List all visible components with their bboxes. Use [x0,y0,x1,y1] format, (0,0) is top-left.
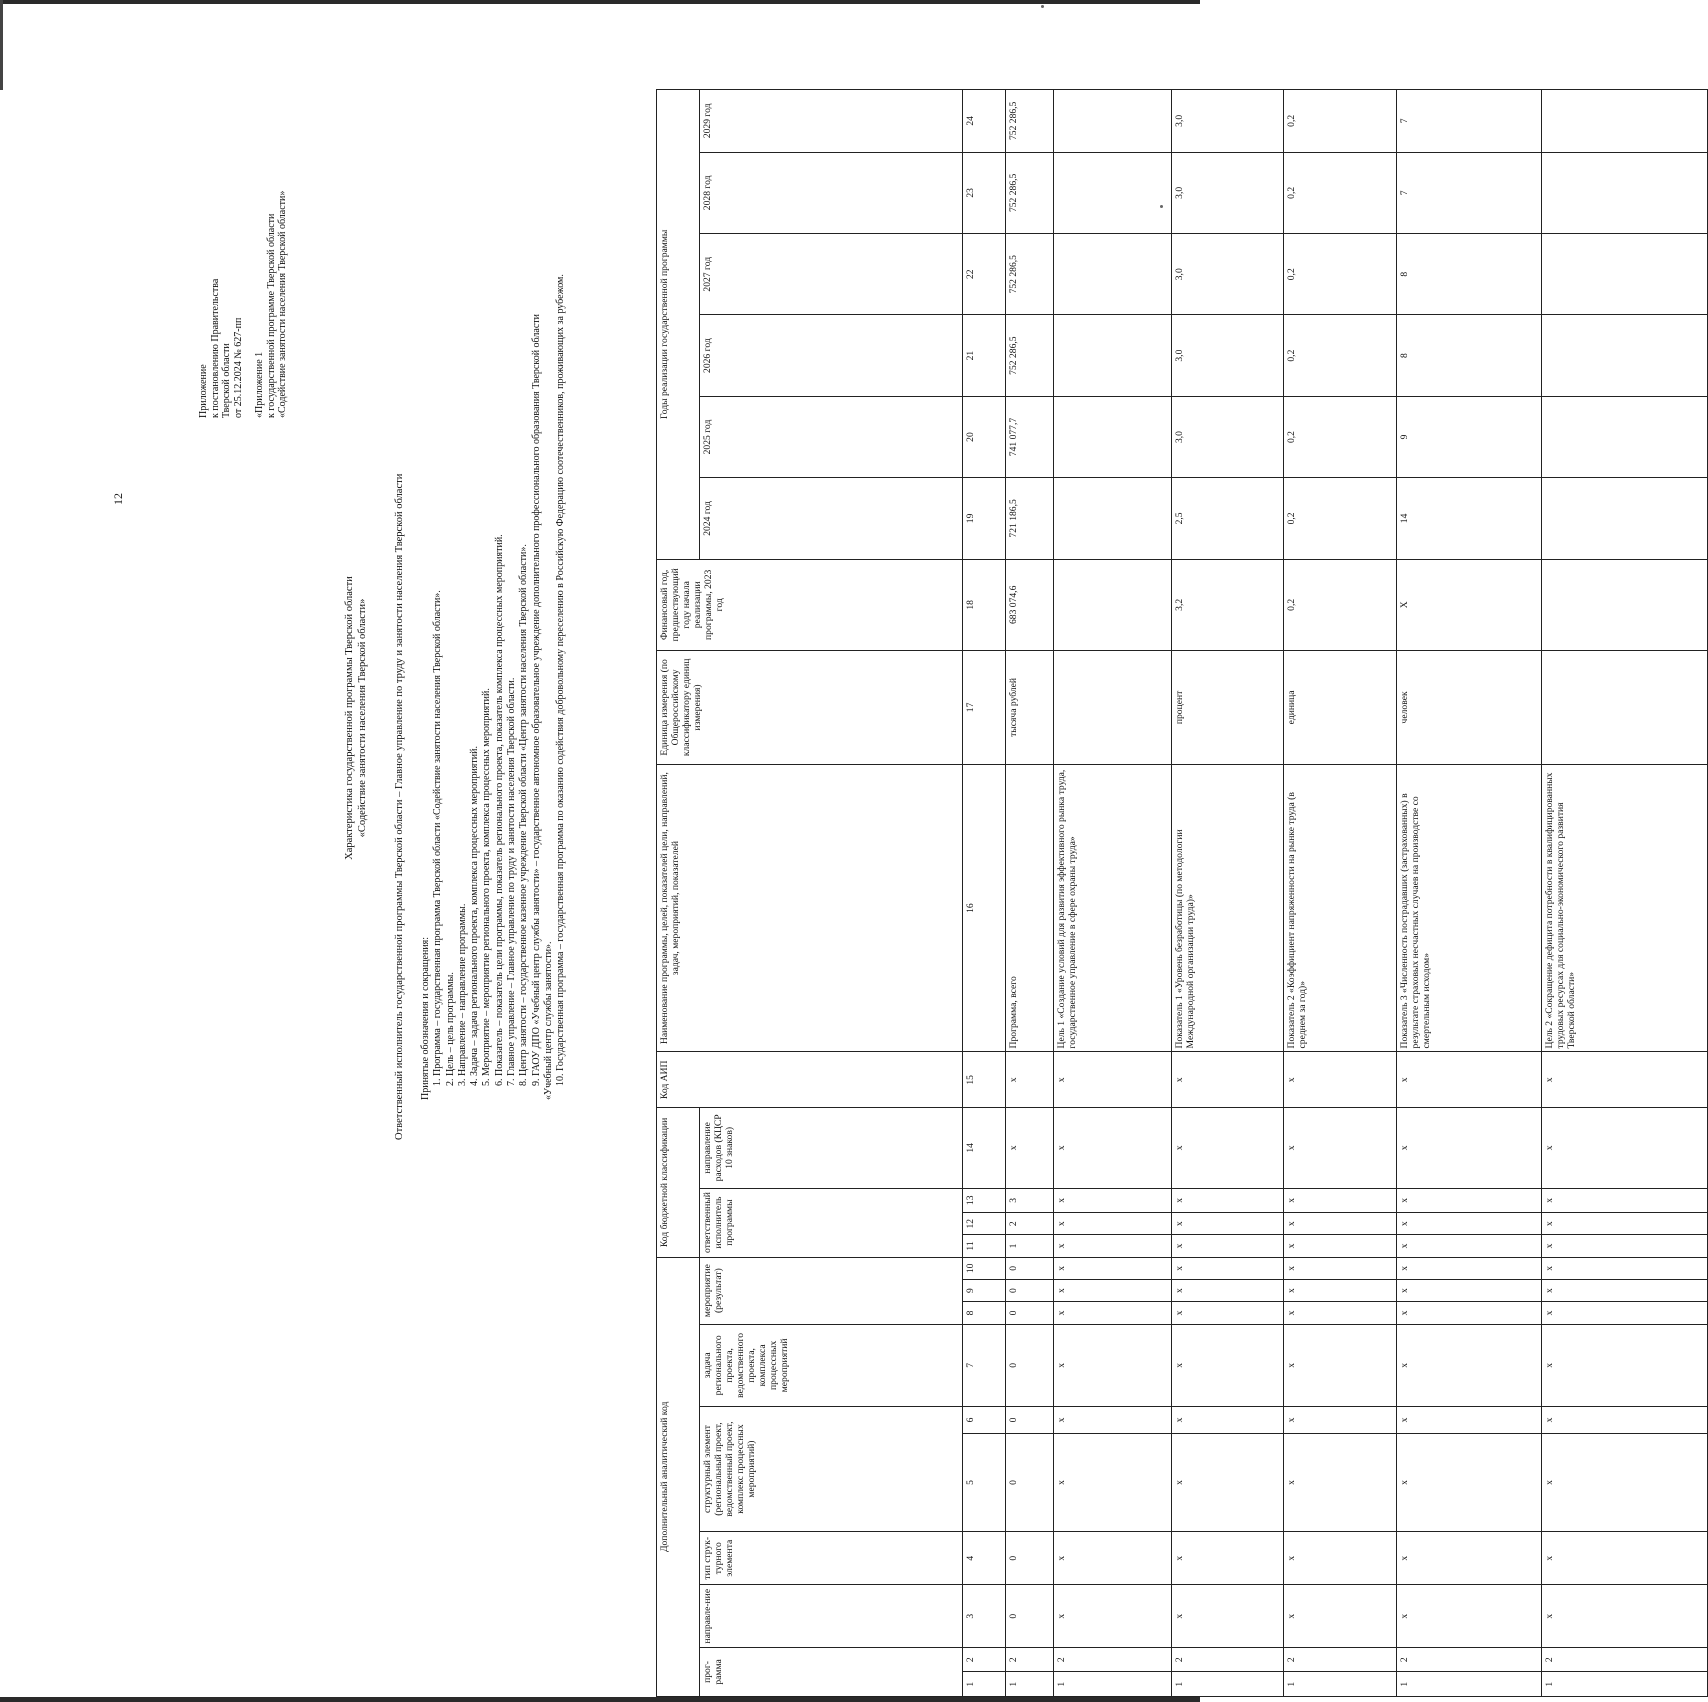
abbrev-item: «Учебный центр службы занятости». [542,941,554,1100]
table-cell: 0,2 [1284,478,1397,559]
table-cell: х [1171,1433,1284,1531]
responsible-executor: Ответственный исполнитель государственной программы Тверской области – Главное управление по труду и занятости населения Тверской области [394,473,405,1140]
abbrev-item: 1. Программа – государственная программа Тверской области «Содействие занятости населения Тверской области». [432,590,444,1086]
approval-line: «Приложение 1 [254,351,265,418]
colnum-cell: 21 [962,315,1005,396]
table-cell: х [1396,1433,1541,1531]
table-cell: 0,2 [1284,234,1397,315]
table-cell: 0 [1005,1280,1053,1302]
colnum-cell: 24 [962,90,1005,153]
table-cell: 0,2 [1284,152,1397,233]
scan-dust [1041,5,1044,8]
header-year-2029: 2029 год [699,90,962,153]
table-cell: х [1541,1213,1707,1235]
table-cell [1053,396,1171,477]
table-cell: х [1396,1407,1541,1434]
table-cell: х [1005,1052,1053,1108]
row-name-cell: Показатель 3 «Численность пострадавших (застрахованных) в результате страховых несчастных случаев на производстве со смертельным исходом» [1396,764,1541,1052]
table-cell: 0 [1005,1531,1053,1585]
row-name-cell: Цель 1 «Создание условий для развития эффективного рынка труда, государственное управление в сфере охраны труда» [1053,764,1171,1052]
table-cell: 3,2 [1171,559,1284,650]
approval-block [198,158,289,418]
table-cell: х [1541,1188,1707,1213]
table-cell: х [1541,1052,1707,1108]
table-cell: 1 [1053,1672,1171,1697]
colnum-cell: 4 [962,1531,1005,1585]
page-number: 12 [111,493,125,505]
table-cell: 14 [1396,478,1541,559]
table-cell: х [1396,1052,1541,1108]
table-cell [1053,651,1171,765]
colnum-cell: 10 [962,1257,1005,1279]
row-name-cell: Цель 2 «Сокращение дефицита потребности в квалифицированных трудовых ресурсах для социально-экономического развития Тверской области» [1541,764,1707,1052]
table-cell: х [1284,1257,1397,1279]
program-characteristics-table-wrapper [656,89,1708,1697]
table-cell: х [1053,1235,1171,1257]
abbrev-item: 7. Главное управление – Главное управление по труду и занятости населения Тверской области. [506,677,518,1086]
table-row [1053,90,1171,1697]
table-cell: 3,0 [1171,234,1284,315]
table-cell: 3,0 [1171,90,1284,153]
table-cell [1541,559,1707,650]
approval-line: от 25.12.2024 № 627-пп [232,317,244,418]
table-cell: х [1396,1108,1541,1188]
header-tip: тип струк-турного элемента [699,1531,962,1585]
table-cell: х [1053,1052,1171,1108]
table-cell: х [1396,1302,1541,1324]
header-year-2025: 2025 год [699,396,962,477]
table-row [1005,90,1053,1697]
table-cell: х [1284,1302,1397,1324]
table-cell: х [1053,1108,1171,1188]
table-cell: 7 [1396,90,1541,153]
table-row [1541,90,1707,1697]
table-cell: х [1541,1531,1707,1585]
table-cell: х [1284,1052,1397,1108]
header-year-2026: 2026 год [699,315,962,396]
table-cell: х [1053,1585,1171,1647]
abbrev-heading: Принятые обозначения и сокращения: [420,936,431,1100]
table-cell: х [1284,1108,1397,1188]
header-prog: прог-рамма [699,1647,962,1696]
table-cell: 2 [1541,1647,1707,1672]
abbrev-item: 8. Центр занятости – государственное казенное учреждение Тверской области «Центр занятости населения Тверской области». [518,544,530,1086]
table-cell: 752 286,5 [1005,234,1053,315]
table-row [1396,90,1541,1697]
header-mer: мероприятие (результат) [699,1257,962,1324]
table-cell: х [1171,1213,1284,1235]
table-cell: х [1171,1108,1284,1188]
table-cell: 7 [1396,152,1541,233]
approval-line: к государственной программе Тверской области [265,213,277,418]
colnum-cell: 15 [962,1052,1005,1108]
abbrev-item: 9. ГАОУ ДПО «Учебный центр службы занятости» – государственное автономное образовательное учреждение дополнительного профессионального образования Тверской области [530,314,542,1086]
table-cell: х [1053,1324,1171,1407]
table-cell: х [1005,1108,1053,1188]
table-cell: 741 077,7 [1005,396,1053,477]
row-name-cell: Показатель 2 «Коэффициент напряженности на рынке труда (в среднем за год)» [1284,764,1397,1052]
table-cell: 0,2 [1284,90,1397,153]
table-cell: х [1541,1585,1707,1647]
program-characteristics-table [656,89,1708,1697]
colnum-cell: 19 [962,478,1005,559]
table-cell: х [1541,1235,1707,1257]
table-cell: х [1284,1585,1397,1647]
abbrev-item: 4. Задача – задача регионального проекта, комплекса процессных мероприятий. [469,746,481,1086]
table-cell: 1 [1005,1235,1053,1257]
colnum-cell: 11 [962,1235,1005,1257]
table-cell: 1 [1284,1672,1397,1697]
scan-top-edge [0,0,1200,4]
table-cell: х [1396,1280,1541,1302]
header-fin-year: Финансовый год, предшествующий году начала реализации программы, 2023 год [657,559,963,650]
table-cell: х [1396,1257,1541,1279]
colnum-cell: 12 [962,1213,1005,1235]
table-cell: 2 [1005,1213,1053,1235]
header-name: Наименование программы, целей, показателей цели, направлений, задач, мероприятий, показателей [657,764,963,1052]
table-cell: 8 [1396,315,1541,396]
table-cell: х [1396,1188,1541,1213]
colnum-cell: 8 [962,1302,1005,1324]
colnum-cell: 6 [962,1407,1005,1434]
table-cell [1053,315,1171,396]
table-cell: х [1171,1280,1284,1302]
table-cell: х [1541,1280,1707,1302]
header-year-2027: 2027 год [699,234,962,315]
table-cell: х [1541,1302,1707,1324]
table-cell: х [1396,1213,1541,1235]
header-years: Годы реализации государственной программы [657,90,700,560]
table-cell: х [1396,1531,1541,1585]
table-cell: 0 [1005,1324,1053,1407]
approval-line: «Содействие занятости населения Тверской области» [277,190,288,418]
colnum-cell: 20 [962,396,1005,477]
table-cell: х [1053,1213,1171,1235]
table-cell: х [1541,1257,1707,1279]
table-cell: 0,2 [1284,559,1397,650]
table-cell: 1 [1541,1672,1707,1697]
colnum-cell: 18 [962,559,1005,650]
table-cell: тысяча рублей [1005,651,1053,765]
table-cell: х [1053,1280,1171,1302]
table-cell [1541,478,1707,559]
header-year-2024: 2024 год [699,478,962,559]
colnum-cell: 16 [962,764,1005,1052]
table-cell [1541,396,1707,477]
approval-line: Тверской области [221,343,232,418]
table-cell: 1 [1396,1672,1541,1697]
table-cell: х [1171,1302,1284,1324]
table-cell: 0 [1005,1302,1053,1324]
table-cell: х [1053,1302,1171,1324]
table-cell: 0,2 [1284,396,1397,477]
table-cell: 0 [1005,1257,1053,1279]
table-cell: 2 [1396,1647,1541,1672]
table-cell: х [1053,1188,1171,1213]
table-cell: х [1284,1433,1397,1531]
table-cell: 3 [1005,1188,1053,1213]
table-cell: 721 186,5 [1005,478,1053,559]
abbrev-item: 2. Цель – цель программы. [444,972,456,1086]
table-cell: х [1171,1585,1284,1647]
abbrev-item: 5. Мероприятие – мероприятие регионального проекта, комплекса процессных мероприятий. [481,688,493,1086]
table-cell: 0 [1005,1407,1053,1434]
table-cell: х [1396,1324,1541,1407]
table-cell: 2 [1284,1647,1397,1672]
colnum-cell: 22 [962,234,1005,315]
scan-bottom-edge [0,1697,1200,1702]
colnum-cell: 7 [962,1324,1005,1407]
table-cell: 2 [1171,1647,1284,1672]
header-year-2028: 2028 год [699,152,962,233]
table-cell: процент [1171,651,1284,765]
row-name-cell: Программа, всего [1005,764,1053,1052]
colnum-cell: 3 [962,1585,1005,1647]
scan-left-mark [0,0,3,90]
colnum-cell: 2 [962,1647,1005,1672]
colnum-cell: 5 [962,1433,1005,1531]
table-cell: 3,0 [1171,315,1284,396]
header-dop-code: Дополнительный аналитический код [657,1257,700,1696]
table-cell: х [1396,1585,1541,1647]
table-cell: х [1284,1531,1397,1585]
table-cell: 3,0 [1171,152,1284,233]
table-cell: х [1284,1235,1397,1257]
colnum-cell: 14 [962,1108,1005,1188]
title-line: «Содействие занятости населения Тверской области» [356,598,368,838]
table-cell: 752 286,5 [1005,315,1053,396]
table-cell: 1 [1005,1672,1053,1697]
colnum-cell: 1 [962,1672,1005,1697]
table-cell: х [1053,1257,1171,1279]
table-cell: 9 [1396,396,1541,477]
colnum-cell: 17 [962,651,1005,765]
table-cell: х [1284,1213,1397,1235]
title-line: Характеристика государственной программы Тверской области [344,576,355,860]
table-cell: 0 [1005,1585,1053,1647]
header-zad: задача регионального проекта, ведомственного проекта, комплекса процессных мероприятий [699,1324,962,1407]
header-napr: направле-ние [699,1585,962,1647]
abbrev-item: 3. Направление – направление программы. [456,903,468,1086]
table-cell [1541,90,1707,153]
table-cell [1541,234,1707,315]
table-cell: х [1171,1531,1284,1585]
table-cell: человек [1396,651,1541,765]
table-cell: х [1541,1324,1707,1407]
table-cell: 683 074,6 [1005,559,1053,650]
table-cell: х [1541,1433,1707,1531]
table-cell: 8 [1396,234,1541,315]
column-number-row [962,90,1005,1697]
abbrev-item: 6. Показатель – показатель цели программы, показатель регионального проекта, показатель комплекса процессных мероприятий. [493,534,505,1086]
table-cell: х [1171,1324,1284,1407]
colnum-cell: 13 [962,1188,1005,1213]
table-cell: 1 [1171,1672,1284,1697]
table-cell: х [1284,1188,1397,1213]
header-aip: Код АИП [657,1052,963,1108]
header-kbk: Код бюджетной классификации [657,1108,700,1257]
table-cell: х [1284,1407,1397,1434]
header-struct: структурный элемент (региональный проект, ведомственный проект, комплекс процессных мероприятий) [699,1407,962,1532]
table-cell [1053,234,1171,315]
table-row [1284,90,1397,1697]
table-cell: Х [1396,559,1541,650]
table-cell [1053,559,1171,650]
header-otv: ответственный исполнитель программы [699,1188,962,1257]
table-cell: 2 [1053,1647,1171,1672]
table-cell: х [1284,1280,1397,1302]
table-cell: х [1171,1257,1284,1279]
table-cell: х [1053,1531,1171,1585]
header-rash: направление расходов (КЦСР 10 знаков) [699,1108,962,1188]
table-cell: х [1541,1108,1707,1188]
table-cell [1541,315,1707,396]
approval-line: Приложение [198,364,209,418]
table-cell: 752 286,5 [1005,90,1053,153]
document-title [344,508,369,928]
table-cell [1053,478,1171,559]
colnum-cell: 23 [962,152,1005,233]
table-cell: 752 286,5 [1005,152,1053,233]
table-cell [1541,152,1707,233]
table-cell: х [1284,1324,1397,1407]
table-cell: х [1171,1235,1284,1257]
table-cell: 2 [1005,1647,1053,1672]
table-cell: 2,5 [1171,478,1284,559]
table-cell: 0,2 [1284,315,1397,396]
approval-line: к постановлению Правительства [209,278,221,418]
row-name-cell: Показатель 1 «Уровень безработицы (по методологии Международной организации труда)» [1171,764,1284,1052]
table-cell [1053,90,1171,153]
table-cell: х [1171,1052,1284,1108]
table-cell: х [1053,1407,1171,1434]
abbreviations-list [420,274,568,1100]
table-cell: х [1171,1407,1284,1434]
table-cell: х [1396,1235,1541,1257]
table-cell: х [1053,1433,1171,1531]
table-cell: 0 [1005,1433,1053,1531]
abbrev-item: 10. Государственная программа – государственная программа по оказанию содействия добровольному переселению в Российскую Федерацию соотечественников, проживающих за рубежом. [555,274,567,1086]
colnum-cell: 9 [962,1280,1005,1302]
table-cell: х [1171,1188,1284,1213]
table-cell [1053,152,1171,233]
table-cell [1541,651,1707,765]
table-row [1171,90,1284,1697]
table-cell: 3,0 [1171,396,1284,477]
table-cell: единица [1284,651,1397,765]
header-unit: Единица измерения (по Общероссийскому классификатору единиц измерения) [657,651,963,765]
table-cell: х [1541,1407,1707,1434]
